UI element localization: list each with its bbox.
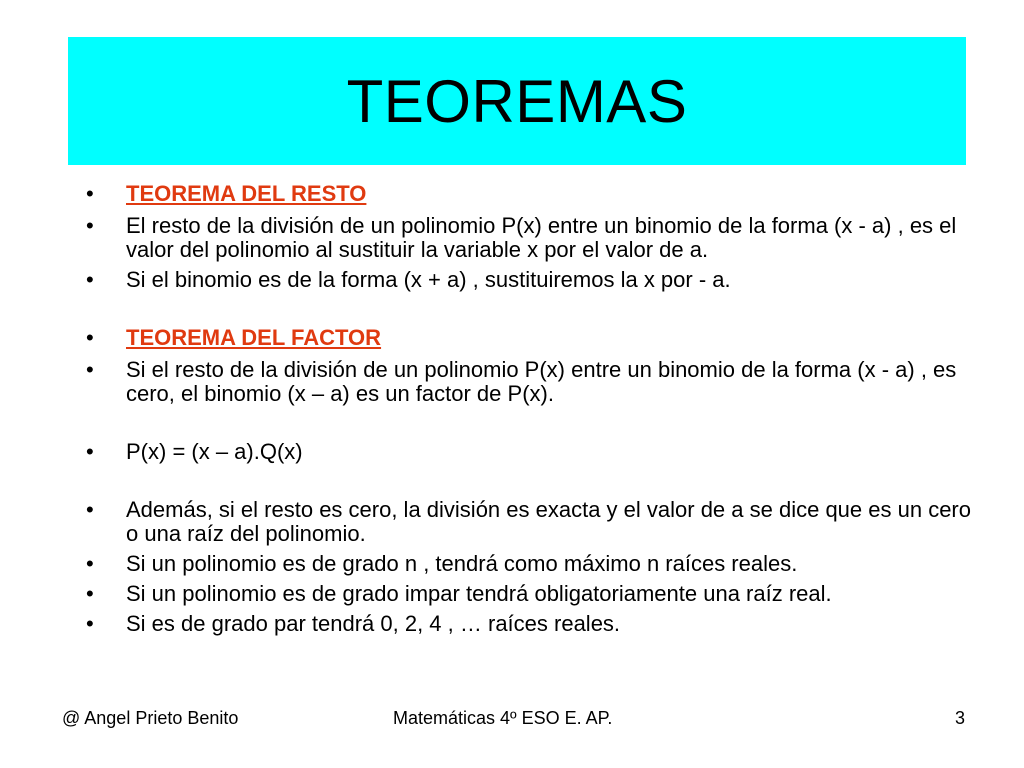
- bullet-dot: •: [86, 213, 94, 238]
- footer-page-number: 3: [955, 708, 966, 728]
- heading-teorema-del-factor: TEOREMA DEL FACTOR: [126, 325, 382, 350]
- bullet-text: Si un polinomio es de grado impar tendrá obligatoriamente una raíz real.: [126, 581, 832, 606]
- bullet-dot: •: [86, 357, 94, 382]
- bullet-item-odd-degree: [86, 582, 986, 606]
- bullet-item-heading-resto: [86, 182, 986, 206]
- bullet-dot: •: [86, 325, 94, 350]
- bullet-dot: •: [86, 497, 94, 522]
- bullet-item-formula: [86, 440, 986, 464]
- bullet-text: Si es de grado par tendrá 0, 2, 4 , … raíces reales.: [126, 611, 621, 636]
- bullet-dot: •: [86, 267, 94, 292]
- bullet-item-factor-definition: [86, 358, 986, 406]
- bullet-text: Si el resto de la división de un polinomio P(x) entre un binomio de la forma (x - a) , es cero, el binomio (x – a) es un factor de P(x).: [126, 357, 957, 406]
- bullet-dot: •: [86, 181, 94, 206]
- bullet-dot: •: [86, 581, 94, 606]
- bullet-item-max-roots: [86, 552, 986, 576]
- bullet-text: Si el binomio es de la forma (x + a) , sustituiremos la x por - a.: [126, 267, 731, 292]
- bullet-item-heading-factor: [86, 326, 986, 350]
- formula-text: P(x) = (x – a).Q(x): [126, 439, 303, 464]
- footer-author: @ Angel Prieto Benito: [62, 708, 239, 728]
- bullet-text: Si un polinomio es de grado n , tendrá como máximo n raíces reales.: [126, 551, 798, 576]
- bullet-item-resto-definition: [86, 214, 986, 262]
- title-banner: [68, 37, 966, 165]
- slide-title: TEOREMAS: [346, 67, 688, 135]
- bullet-list: [86, 182, 986, 636]
- heading-teorema-del-resto: TEOREMA DEL RESTO: [126, 181, 367, 206]
- bullet-item-exact-division: [86, 498, 986, 546]
- bullet-text: El resto de la división de un polinomio P(x) entre un binomio de la forma (x - a) , es el valor del polinomio al sustituir la variable x por el valor de a.: [126, 213, 957, 262]
- bullet-dot: •: [86, 551, 94, 576]
- bullet-dot: •: [86, 439, 94, 464]
- bullet-item-resto-plus-a: [86, 268, 986, 292]
- bullet-dot: •: [86, 611, 94, 636]
- bullet-text: Además, si el resto es cero, la división es exacta y el valor de a se dice que es un cero o una raíz del polinomio.: [126, 497, 971, 546]
- bullet-item-even-degree: [86, 612, 986, 636]
- footer-course: Matemáticas 4º ESO E. AP.: [393, 708, 613, 728]
